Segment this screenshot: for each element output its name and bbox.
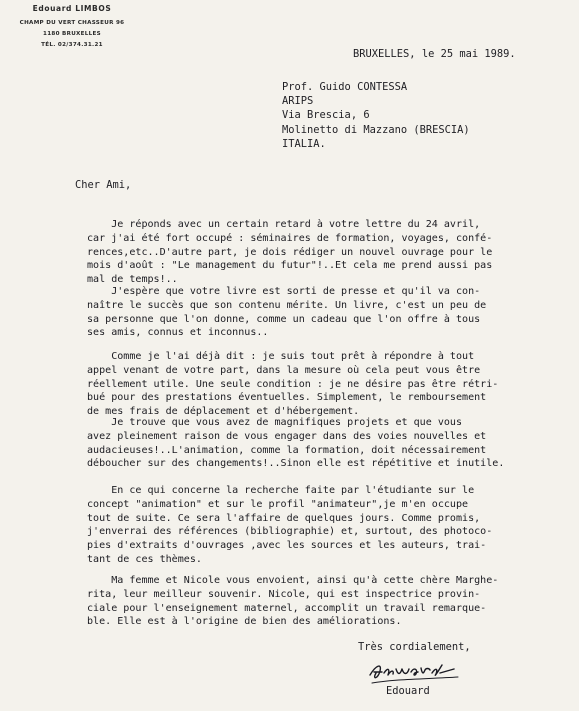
recipient-org: ARIPS bbox=[282, 95, 314, 108]
signer-name: Edouard bbox=[386, 685, 430, 697]
body-paragraph-6: Ma femme et Nicole vous envoient, ainsi qu'à cette chère Marghe- rita, leur meilleur souvenir. Nicole, qui est inspectrice provin- ciale pour l'enseignement maternel, accomplit un travail remarque- ble. Elle est à l'origine de bien des améliorations. bbox=[87, 575, 499, 628]
body-paragraph-1: Je réponds avec un certain retard à votre lettre du 24 avril, car j'ai été fort occupé : séminaires de formation, voyages, confé- rences,etc..D'autre part, je dois rédiger un nouvel ouvrage pour le mois d'août : "Le management du futur"!..Et cela me prend aussi pas mal de temps!.. bbox=[87, 219, 493, 285]
recipient-name: Prof. Guido CONTESSA bbox=[282, 81, 408, 93]
body-paragraph-4: Je trouve que vous avez de magnifiques projets et que vous avez pleinement raison de vous engager dans des voies nouvelles et audacieuses!..L'animation, comme la formation, doit nécessairement déboucher sur des changements!..Sinon elle est répétitive et inutile. bbox=[87, 417, 505, 470]
letterhead-name: Edouard LIMBOS bbox=[32, 4, 112, 13]
letterhead-phone: TÉL. 02/374.31.21 bbox=[41, 42, 103, 48]
letterhead-address-line2: 1180 BRUXELLES bbox=[43, 31, 101, 37]
recipient-street: Via Brescia, 6 bbox=[282, 109, 370, 122]
body-paragraph-5: En ce qui concerne la recherche faite par l'étudiante sur le concept "animation" et sur le profil "animateur",je m'en occupe tout de suite. Ce sera l'affaire de quelques jours. Comme promis, j'enverrai des références (bibliographie) et, surtout, des photoco- pies d'extraits d'ouvrages ,avec les sources et les auteurs, trai- tant de ces thèmes. bbox=[87, 485, 493, 565]
recipient-city: Molinetto di Mazzano (BRESCIA) bbox=[282, 123, 470, 136]
body-paragraph-2: J'espère que votre livre est sorti de presse et qu'il va con- naître le succès que son contenu mérite. Un livre, c'est un peu de sa personne que l'on donne, comme un cadeau que l'on offre à tous ses amis, connus et inconnus.. bbox=[87, 286, 487, 339]
body-paragraph-3: Comme je l'ai déjà dit : je suis tout prêt à répondre à tout appel venant de votre part, dans la mesure où cela peut vous être réellement utile. Une seule condition : je ne désire pas être rétri- bué pour des prestations éventuelles. Simplement, le remboursement de mes frais de déplacement et d'hébergement. bbox=[87, 351, 499, 417]
recipient-address bbox=[282, 80, 470, 151]
letterhead-address-line1: CHAMP DU VERT CHASSEUR 96 bbox=[19, 20, 125, 26]
salutation: Cher Ami, bbox=[75, 179, 132, 191]
closing: Très cordialement, bbox=[358, 641, 471, 653]
recipient-country: ITALIA. bbox=[282, 137, 326, 150]
date-line: BRUXELLES, le 25 mai 1989. bbox=[353, 48, 516, 60]
letterhead bbox=[6, 4, 138, 48]
